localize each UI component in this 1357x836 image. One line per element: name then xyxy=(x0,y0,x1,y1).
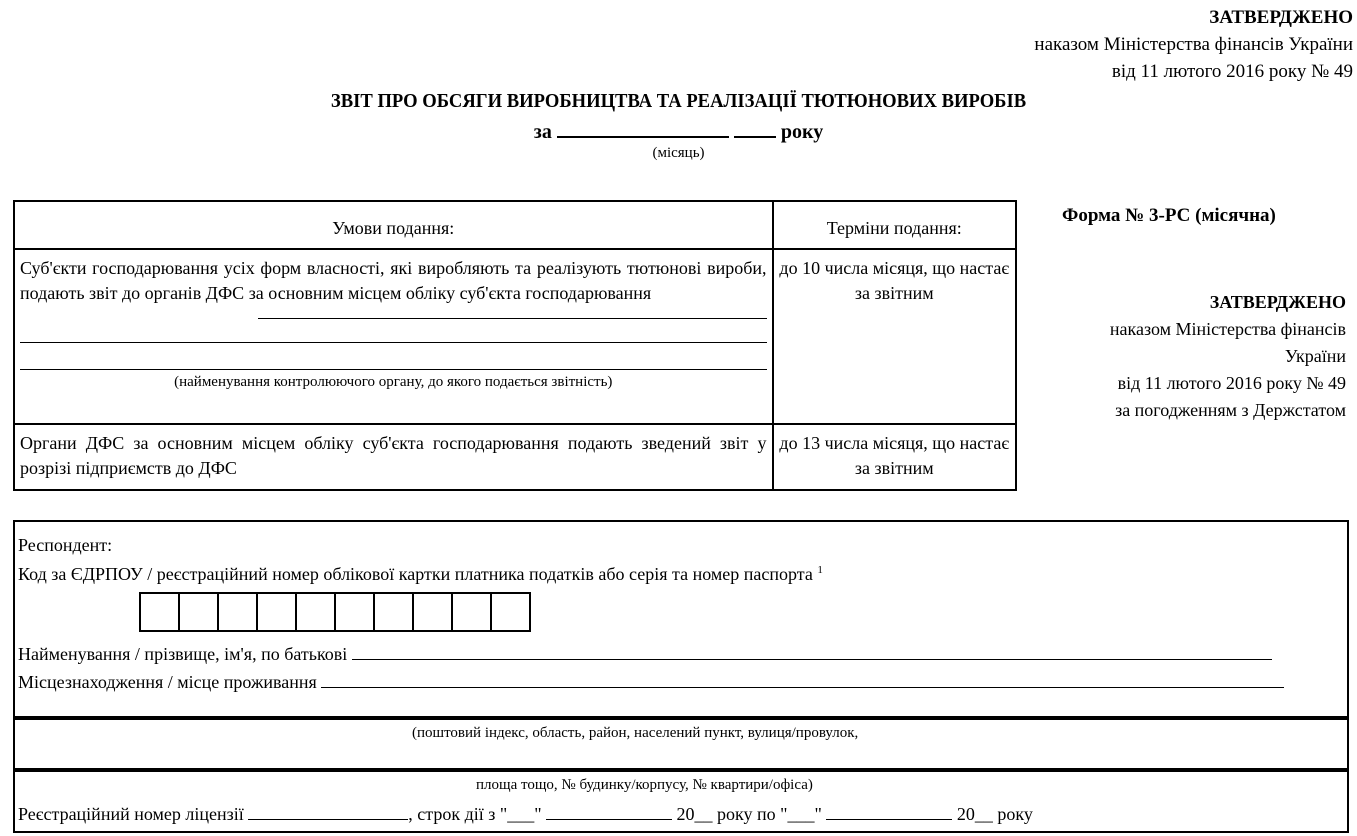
approval-heading: ЗАТВЕРДЖЕНО xyxy=(1209,7,1353,28)
license-number-field[interactable] xyxy=(248,801,408,820)
approval-line: України xyxy=(1284,346,1346,366)
name-field[interactable] xyxy=(352,641,1272,660)
report-title: ЗВІТ ПРО ОБСЯГИ ВИРОБНИЦТВА ТА РЕАЛІЗАЦІЇ ТЮТЮНОВИХ ВИРОБІВ xyxy=(330,90,1027,112)
name-row xyxy=(18,641,1272,665)
period-suffix: року xyxy=(780,121,824,143)
code-cell[interactable] xyxy=(375,594,414,630)
deadline-text: до 13 числа місяця, що настає за звітним xyxy=(773,424,1016,490)
code-cell[interactable] xyxy=(414,594,453,630)
submission-conditions-table xyxy=(13,200,1017,491)
code-cell[interactable] xyxy=(297,594,336,630)
code-cell[interactable] xyxy=(453,594,492,630)
validity-from-month-field[interactable] xyxy=(546,801,672,820)
period-prefix: за xyxy=(533,121,552,143)
approval-block-side xyxy=(1046,289,1346,424)
location-field[interactable] xyxy=(321,669,1284,688)
code-cell[interactable] xyxy=(492,594,531,630)
footnote-marker: 1 xyxy=(817,564,823,576)
code-cells xyxy=(139,592,531,632)
code-cell[interactable] xyxy=(180,594,219,630)
code-cell[interactable] xyxy=(336,594,375,630)
code-label-row xyxy=(18,564,823,585)
header-deadlines: Терміни подання: xyxy=(773,201,1016,249)
approval-line: за погодженням з Держстатом xyxy=(1115,400,1346,420)
code-cell[interactable] xyxy=(141,594,180,630)
approval-block-top xyxy=(1034,4,1353,85)
address-line-2[interactable] xyxy=(15,768,1347,772)
condition-text: Органи ДФС за основним місцем обліку суб'єкта господарювання подають зведений звіт у розрізі підприємств до ДФС xyxy=(14,424,773,490)
authority-name-line[interactable] xyxy=(20,343,767,370)
authority-name-field[interactable] xyxy=(258,318,767,319)
location-row xyxy=(18,669,1284,693)
table-row xyxy=(14,424,1016,490)
address-hint-1: (поштовий індекс, область, район, населений пункт, вулиця/провулок, xyxy=(412,725,859,741)
license-label: Реєстраційний номер ліцензії xyxy=(18,804,244,824)
authority-hint: (найменування контролюючого органу, до якого подається звітність) xyxy=(174,374,613,390)
approval-heading: ЗАТВЕРДЖЕНО xyxy=(1209,292,1346,312)
code-cell[interactable] xyxy=(219,594,258,630)
validity-to-month-field[interactable] xyxy=(826,801,952,820)
year-field[interactable] xyxy=(734,118,776,138)
form-number: Форма № 3-РС (місячна) xyxy=(1062,205,1276,226)
code-label: Код за ЄДРПОУ / реєстраційний номер облікової картки платника податків або серія та номер паспорта xyxy=(18,564,813,584)
condition-text: Суб'єкти господарювання усіх форм власності, які виробляють та реалізують тютюнові вироби, подають звіт до органів ДФС за основним місцем обліку суб'єкта господарювання xyxy=(20,258,767,303)
table-header-row xyxy=(14,201,1016,249)
location-label: Місцезнаходження / місце проживання xyxy=(18,672,317,692)
address-line-1[interactable] xyxy=(15,716,1347,720)
approval-line: наказом Міністерства фінансів України xyxy=(1034,34,1353,55)
respondent-label: Респондент: xyxy=(18,535,113,555)
approval-line: наказом Міністерства фінансів xyxy=(1109,319,1346,339)
license-row xyxy=(18,801,1033,825)
validity-to-label: 20__ року по "___" xyxy=(676,804,822,824)
report-period xyxy=(0,118,1357,144)
month-field[interactable] xyxy=(557,118,729,138)
validity-to-year-label: 20__ року xyxy=(956,804,1033,824)
month-hint: (місяць) xyxy=(652,145,705,161)
validity-from-label: , строк дії з "___" xyxy=(408,804,542,824)
name-label: Найменування / прізвище, ім'я, по батькові xyxy=(18,644,348,664)
code-cell[interactable] xyxy=(258,594,297,630)
header-conditions: Умови подання: xyxy=(14,201,773,249)
approval-line: від 11 лютого 2016 року № 49 xyxy=(1111,61,1353,82)
address-hint-2: площа тощо, № будинку/корпусу, № квартири/офіса) xyxy=(476,777,813,793)
approval-line: від 11 лютого 2016 року № 49 xyxy=(1117,373,1346,393)
deadline-text: до 10 числа місяця, що настає за звітним xyxy=(773,249,1016,424)
authority-name-line[interactable] xyxy=(20,316,767,343)
table-row xyxy=(14,249,1016,424)
respondent-section xyxy=(13,520,1349,833)
